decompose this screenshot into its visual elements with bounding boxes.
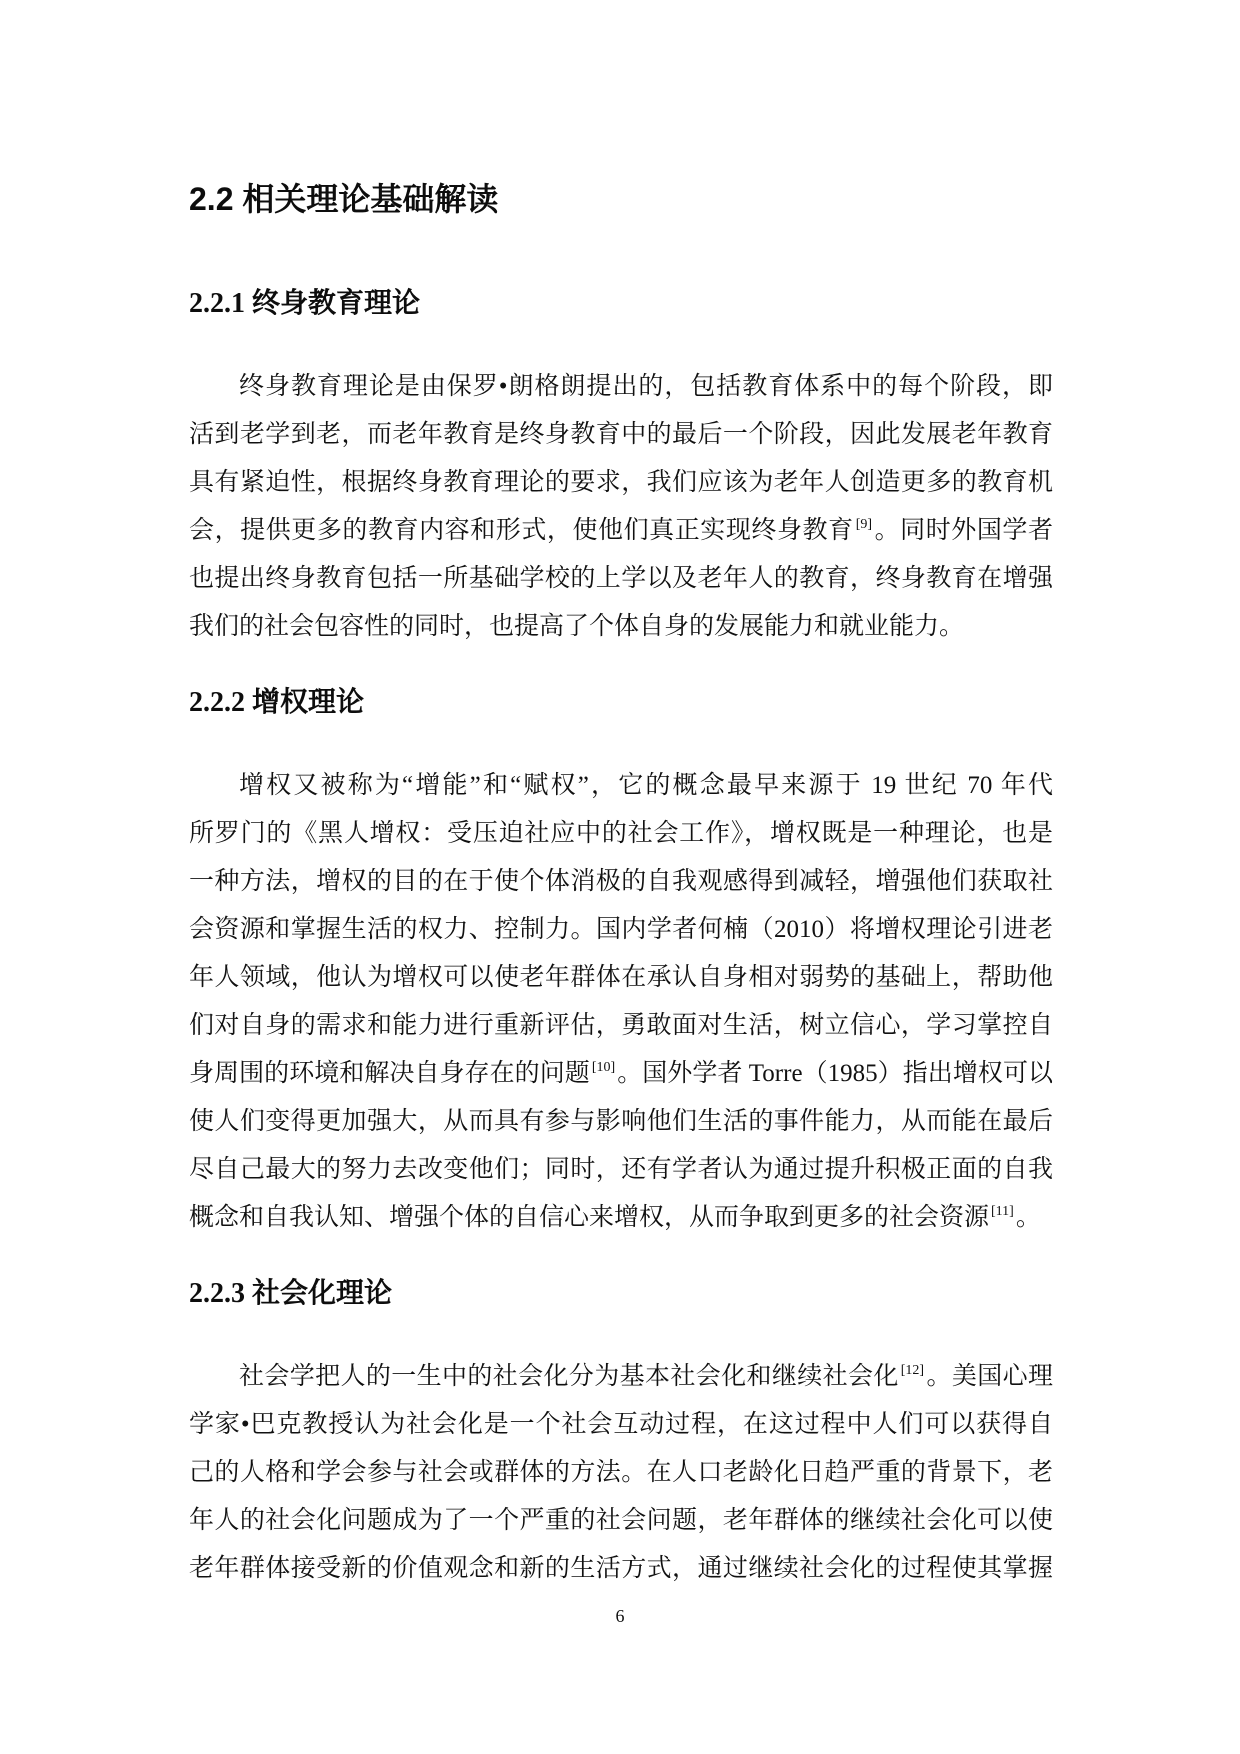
- line-text: 。美国心理: [926, 1363, 1053, 1390]
- text-line: 具有紧迫性，根据终身教育理论的要求，我们应该为老年人创造更多的教育机: [189, 469, 1053, 496]
- text-line: 终身教育理论是由保罗•朗格朗提出的，包括教育体系中的每个阶段，即: [239, 373, 1053, 400]
- text-line: 年人的社会化问题成为了一个严重的社会问题，老年群体的继续社会化可以使: [189, 1507, 1053, 1534]
- text-line: 也提出终身教育包括一所基础学校的上学以及老年人的教育，终身教育在增强: [189, 565, 1053, 592]
- text-line: 会资源和掌握生活的权力、控制力。国内学者何楠（2010）将增权理论引进老: [189, 916, 1053, 943]
- line-text: 。同时外国学者: [874, 517, 1053, 544]
- paragraph: [189, 762, 1053, 1242]
- subsection-heading: 2.2.1 终身教育理论: [189, 288, 421, 319]
- page-body: [189, 175, 1053, 1593]
- text-line: [189, 1194, 1053, 1242]
- text-line: 所罗门的《黑人增权：受压迫社应中的社会工作》，增权既是一种理论，也是: [189, 820, 1053, 847]
- subsection-heading: 2.2.2 增权理论: [189, 687, 365, 718]
- text-line: 我们的社会包容性的同时，也提高了个体自身的发展能力和就业能力。: [189, 613, 965, 640]
- page-number: 6: [615, 1606, 625, 1626]
- citation-marker: [11]: [991, 1204, 1014, 1219]
- text-line: [189, 1353, 1053, 1401]
- paragraph: [189, 1353, 1053, 1593]
- line-text: 身周围的环境和解决自身存在的问题: [189, 1060, 590, 1087]
- line-text: 。国外学者 Torre（1985）指出增权可以: [617, 1060, 1053, 1087]
- text-line: 使人们变得更加强大，从而具有参与影响他们生活的事件能力，从而能在最后: [189, 1108, 1053, 1135]
- subsection-lifelong-education-theory: [189, 280, 1053, 651]
- text-line: 己的人格和学会参与社会或群体的方法。在人口老龄化日趋严重的背景下，老: [189, 1459, 1053, 1486]
- text-line: 增权又被称为“增能”和“赋权”，它的概念最早来源于 19 世纪 70 年代: [239, 772, 1053, 799]
- text-line: 活到老学到老，而老年教育是终身教育中的最后一个阶段，因此发展老年教育: [189, 421, 1053, 448]
- line-text: 概念和自我认知、增强个体的自信心来增权，从而争取到更多的社会资源: [189, 1204, 990, 1231]
- paragraph: [189, 363, 1053, 651]
- section-title: 2.2 相关理论基础解读: [189, 181, 499, 217]
- text-line: 尽自己最大的努力去改变他们；同时，还有学者认为通过提升积极正面的自我: [189, 1156, 1053, 1183]
- subsection-heading: 2.2.3 社会化理论: [189, 1278, 393, 1309]
- citation-marker: [9]: [855, 517, 873, 532]
- citation-marker: [10]: [591, 1060, 616, 1075]
- subsection-socialization-theory: [189, 1270, 1053, 1593]
- line-text: 会，提供更多的教育内容和形式，使他们真正实现终身教育: [189, 517, 854, 544]
- subsection-empowerment-theory: [189, 679, 1053, 1242]
- text-line: 一种方法，增权的目的在于使个体消极的自我观感得到减轻，增强他们获取社: [189, 868, 1053, 895]
- text-line: [189, 507, 1053, 555]
- text-line: 年人领域，他认为增权可以使老年群体在承认自身相对弱势的基础上，帮助他: [189, 964, 1053, 991]
- text-line: 们对自身的需求和能力进行重新评估，勇敢面对生活，树立信心，学习掌控自: [189, 1012, 1053, 1039]
- citation-marker: [12]: [900, 1363, 925, 1378]
- text-line: 老年群体接受新的价值观念和新的生活方式，通过继续社会化的过程使其掌握: [189, 1555, 1053, 1582]
- line-text: 。: [1015, 1204, 1041, 1231]
- text-line: [189, 1050, 1053, 1098]
- text-line: 学家•巴克教授认为社会化是一个社会互动过程，在这过程中人们可以获得自: [189, 1411, 1053, 1438]
- line-text: 社会学把人的一生中的社会化分为基本社会化和继续社会化: [239, 1363, 899, 1390]
